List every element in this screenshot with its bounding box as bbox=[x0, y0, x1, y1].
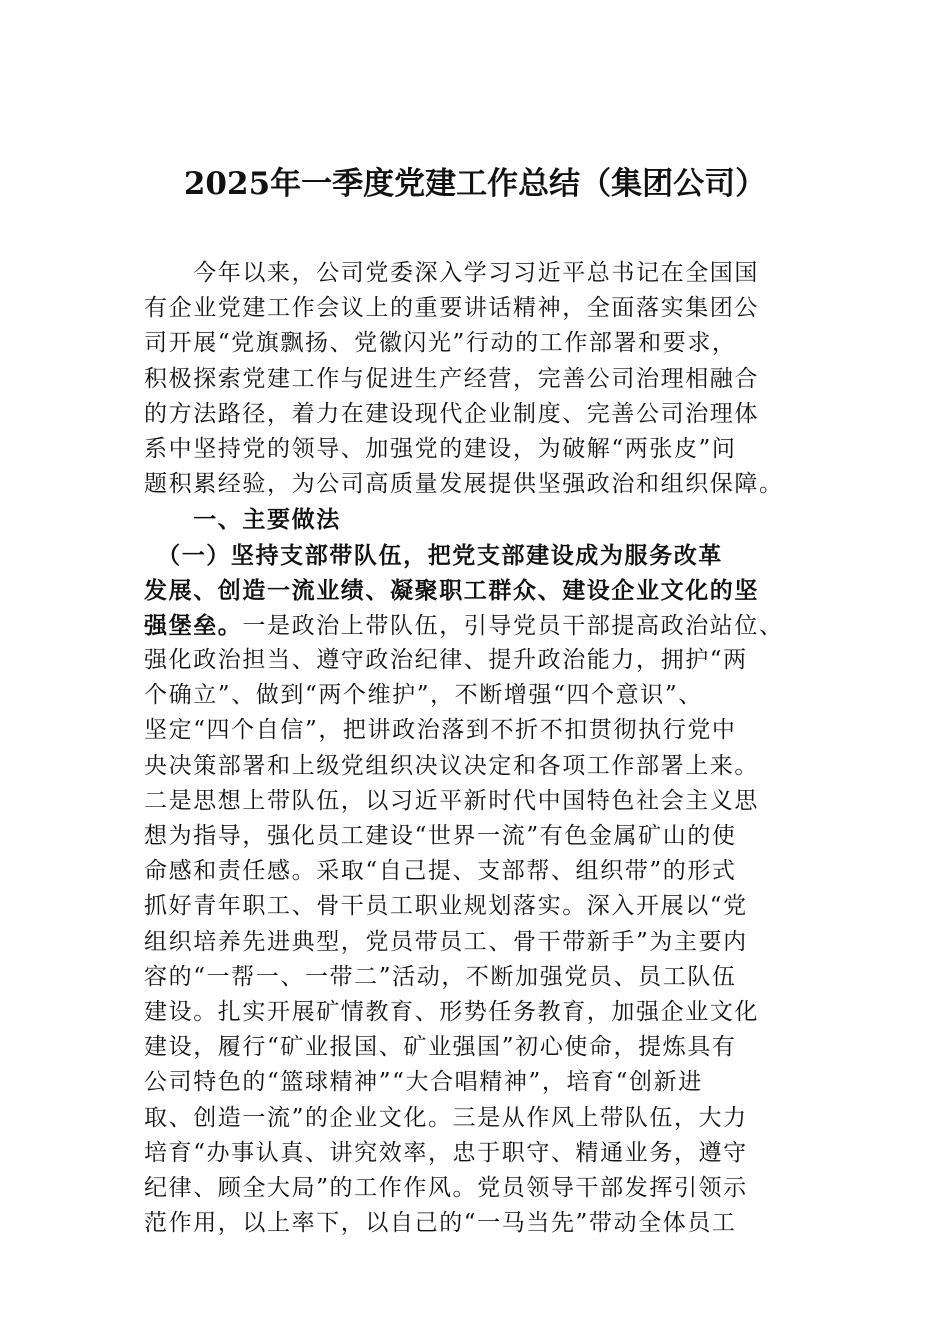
paragraph-line: 今年以来，公司党委深入学习习近平总书记在全国国 bbox=[144, 260, 759, 286]
paragraph-line: 培育“办事认真、讲究效率，忠于职守、精通业务，遵守 bbox=[144, 1139, 748, 1166]
paragraph-line: 组织培养先进典型，党员带员工、骨干带新手”为主要内 bbox=[144, 928, 748, 955]
subsection-heading-end: 强堡垒。 bbox=[144, 611, 243, 639]
subsection-heading-line: （一）坚持支部带队伍，把党支部建设成为服务改革 bbox=[144, 541, 723, 569]
paragraph-line: 取、创造一流”的企业文化。三是从作风上带队伍，大力 bbox=[144, 1104, 748, 1131]
paragraph-text: 一是政治上带队伍，引导党员干部提高政治站位、 bbox=[242, 612, 784, 639]
paragraph-line: 司开展“党旗飘扬、党徽闪光”行动的工作部署和要求， bbox=[144, 330, 737, 357]
paragraph-line: 建设，履行“矿业报国、矿业强国”初心使命，提炼具有 bbox=[144, 1034, 737, 1061]
paragraph-line: 容的“一帮一、一带二”活动，不断加强党员、员工队伍 bbox=[144, 963, 737, 990]
paragraph-line: 想为指导，强化员工建设“世界一流”有色金属矿山的使 bbox=[144, 823, 737, 849]
paragraph-line: 系中坚持党的领导、加强党的建设，为破解“两张皮”问 bbox=[144, 435, 737, 462]
paragraph-line: 的方法路径，着力在建设现代企业制度、完善公司治理体 bbox=[144, 400, 759, 427]
paragraph-line: 纪律、顾全大局”的工作作风。党员领导干部发挥引领示 bbox=[144, 1174, 748, 1201]
subsection-heading-line: 发展、创造一流业绩、凝聚职工群众、建设企业文化的坚 bbox=[144, 576, 759, 604]
paragraph-line: 抓好青年职工、骨干员工职业规划落实。深入开展以“党 bbox=[144, 893, 748, 920]
paragraph-line: 积极探索党建工作与促进生产经营，完善公司治理相融合 bbox=[144, 365, 759, 392]
paragraph-line: 个确立”、做到“两个维护”，不断增强“四个意识”、 bbox=[144, 682, 703, 709]
paragraph-line: 央决策部署和上级党组织决议决定和各项工作部署上来。 bbox=[144, 752, 759, 779]
paragraph-line: 范作用，以上率下，以自己的“一马当先”带动全体员工 bbox=[144, 1210, 737, 1237]
paragraph-line: 题积累经验，为公司高质量发展提供坚强政治和组织保障。 bbox=[144, 471, 784, 498]
paragraph-line: 公司特色的“篮球精神”“大合唱精神”，培育“创新进 bbox=[144, 1069, 703, 1096]
section-heading: 一、主要做法 bbox=[144, 506, 341, 534]
paragraph-line: 命感和责任感。采取“自己提、支部帮、组织带”的形式 bbox=[144, 858, 737, 885]
paragraph-line: 坚定“四个自信”，把讲政治落到不折不扣贯彻执行党中 bbox=[144, 717, 737, 744]
document-title: 2025年一季度党建工作总结（集团公司） bbox=[183, 166, 767, 202]
mixed-line bbox=[144, 608, 814, 643]
paragraph-line: 有企业党建工作会议上的重要讲话精神，全面落实集团公 bbox=[144, 295, 759, 322]
document-body bbox=[144, 256, 814, 1241]
paragraph-line: 建设。扎实开展矿情教育、形势任务教育，加强企业文化 bbox=[144, 998, 759, 1025]
paragraph-line: 强化政治担当、遵守政治纪律、提升政治能力，拥护“两 bbox=[144, 647, 748, 674]
paragraph-line: 二是思想上带队伍，以习近平新时代中国特色社会主义思 bbox=[144, 787, 759, 814]
